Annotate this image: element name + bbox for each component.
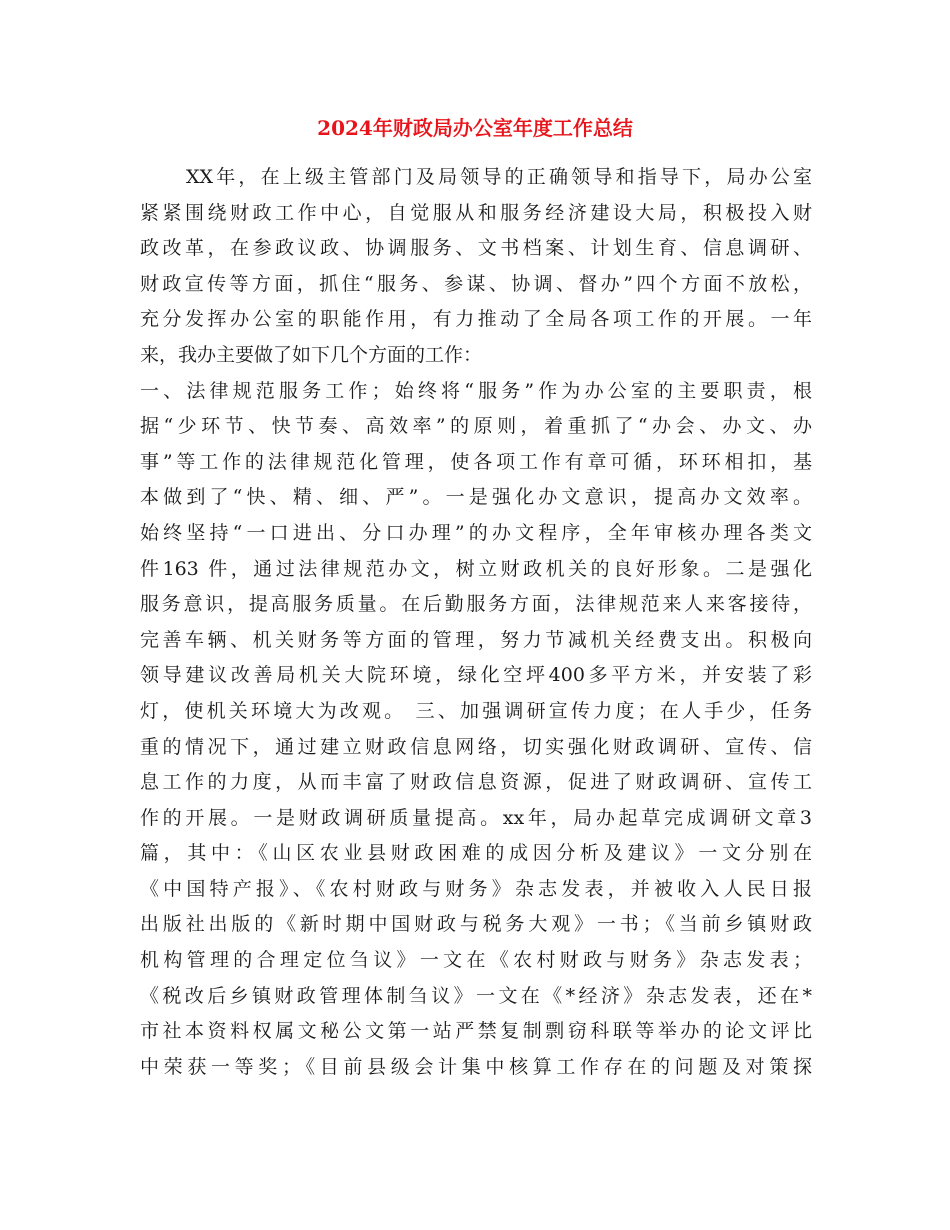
body-line: XX年，在上级主管部门及局领导的正确领导和指导下，局办公室 <box>186 166 812 188</box>
body-line: 事”等工作的法律规范化管理，使各项工作有章可循，环环相扣，基 <box>140 450 812 473</box>
body-line: 据“少环节、快节奏、高效率”的原则，着重抓了“办会、办文、办 <box>140 415 812 438</box>
body-line: 服务意识，提高服务质量。在后勤服务方面，法律规范来人来客接待， <box>140 593 812 616</box>
body-line: 来，我办主要做了如下几个方面的工作： <box>140 343 483 366</box>
body-line: 机构管理的合理定位刍议》一文在《农村财政与财务》杂志发表； <box>140 949 812 972</box>
document-body <box>140 160 812 1085</box>
body-line: 一、法律规范服务工作；始终将“服务”作为办公室的主要职责，根 <box>140 379 812 402</box>
body-line: 《中国特产报》、《农村财政与财务》杂志发表，并被收入人民日报 <box>140 877 812 900</box>
body-line: 出版社出版的《新时期中国财政与税务大观》一书；《当前乡镇财政 <box>140 913 812 936</box>
body-line: 始终坚持“一口进出、分口办理”的办文程序，全年审核办理各类文 <box>140 521 812 544</box>
body-line: 财政宣传等方面，抓住“服务、参谋、协调、督办”四个方面不放松， <box>140 272 812 295</box>
body-line: 灯，使机关环境大为改观。 三、加强调研宣传力度；在人手少，任务 <box>140 699 812 722</box>
body-line: 紧紧围绕财政工作中心，自觉服从和服务经济建设大局，积极投入财 <box>140 201 812 224</box>
body-line: 作的开展。一是财政调研质量提高。xx年，局办起草完成调研文章3 <box>140 806 812 829</box>
body-line: 政改革，在参政议政、协调服务、文书档案、计划生育、信息调研、 <box>140 237 812 260</box>
document-title: 2024年财政局办公室年度工作总结 <box>317 116 633 140</box>
body-line: 《税改后乡镇财政管理体制刍议》一文在《*经济》杂志发表，还在* <box>140 984 812 1007</box>
body-line: 件163 件，通过法律规范办文，树立财政机关的良好形象。二是强化 <box>140 557 812 580</box>
body-line: 充分发挥办公室的职能作用，有力推动了全局各项工作的开展。一年 <box>140 308 812 331</box>
body-line: 息工作的力度，从而丰富了财政信息资源，促进了财政调研、宣传工 <box>140 771 812 794</box>
body-line: 重的情况下，通过建立财政信息网络，切实强化财政调研、宣传、信 <box>140 735 812 758</box>
body-line: 领导建议改善局机关大院环境，绿化空坪400多平方米，并安装了彩 <box>140 664 812 687</box>
body-line: 本做到了“快、精、细、严”。一是强化办文意识，提高办文效率。 <box>140 486 812 509</box>
body-line: 完善车辆、机关财务等方面的管理，努力节减机关经费支出。积极向 <box>140 628 812 651</box>
body-line: 市社本资料权属文秘公文第一站严禁复制剽窃科联等举办的论文评比 <box>140 1020 812 1043</box>
body-line: 中荣获一等奖；《目前县级会计集中核算工作存在的问题及对策探 <box>140 1055 812 1078</box>
body-line: 篇，其中：《山区农业县财政困难的成因分析及建议》一文分别在 <box>140 842 812 865</box>
